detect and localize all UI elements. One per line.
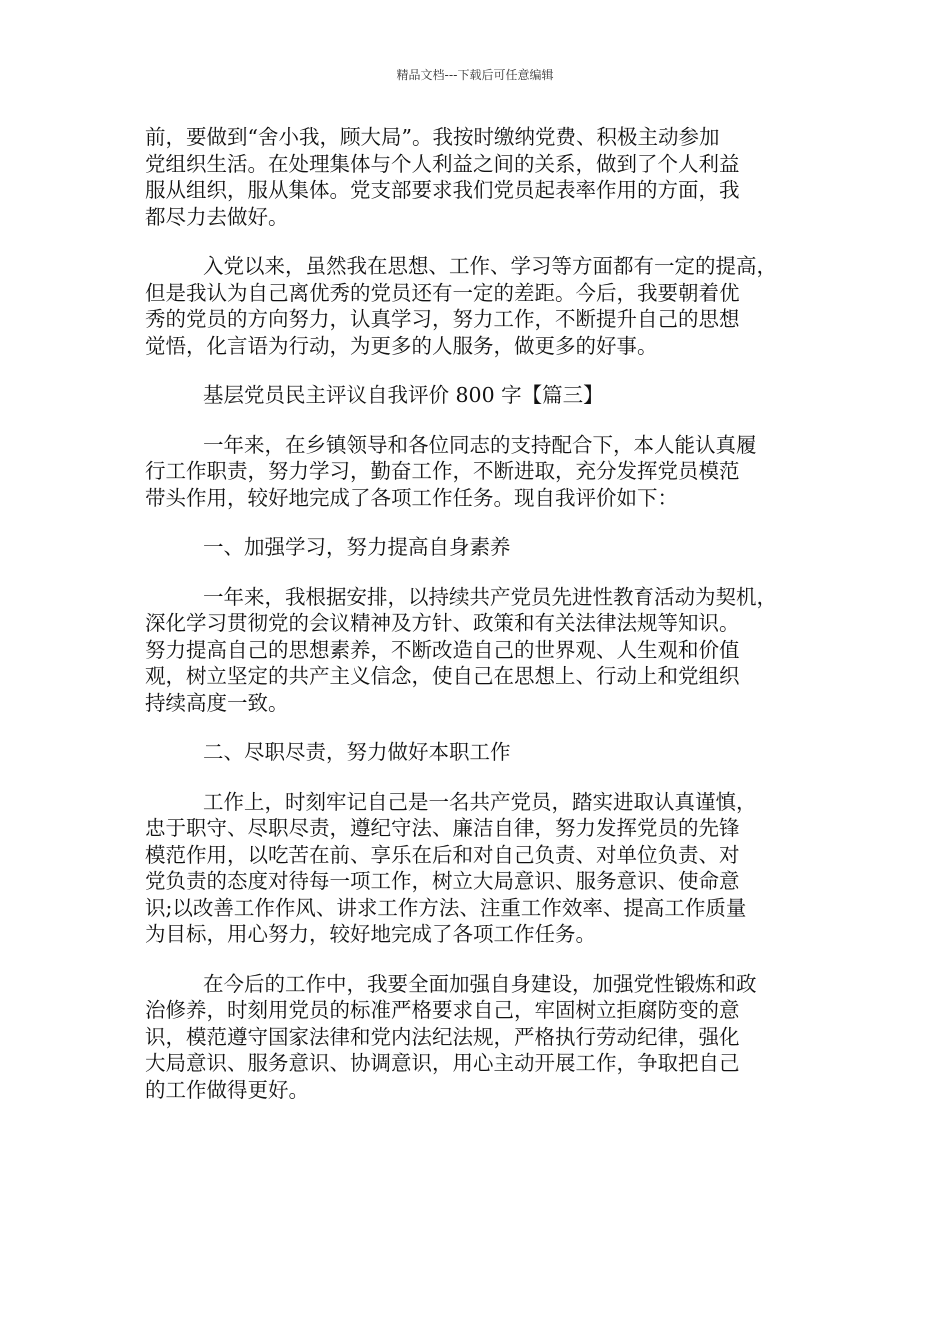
text-line: 为目标，用心努力，较好地完成了各项工作任务。 [145,922,596,946]
text-line: 都尽力去做好。 [145,204,289,229]
paragraph [145,432,810,512]
paragraph [145,789,810,948]
text-line: 的工作做得更好。 [145,1077,309,1102]
text-line: 持续高度一致。 [145,690,289,715]
text-line: 服从组织，服从集体。党支部要求我们党员起表率作用的方面，我 [145,178,740,202]
text-line: 大局意识、服务意识、协调意识，用心主动开展工作，争取把自己 [145,1051,740,1075]
page-header: 精品文档---下载后可任意编辑 [396,68,554,82]
paragraph [145,253,810,359]
text-line: 基层党员民主评议自我评价 800 字【篇三】 [203,383,604,407]
section-title [145,382,810,409]
text-line: 治修养，时刻用党员的标准严格要求自己，牢固树立拒腐防变的意 [145,998,740,1022]
text-line: 忠于职守、尽职尽责，遵纪守法、廉洁自律，努力发挥党员的先锋 [145,816,740,840]
text-line: 党组织生活。在处理集体与个人利益之间的关系，做到了个人利益 [145,151,740,176]
text-line: 觉悟，化言语为行动，为更多的人服务，做更多的好事。 [145,333,658,358]
text-line: 带头作用，较好地完成了各项工作任务。现自我评价如下： [145,485,678,510]
text-line: 观，树立坚定的共产主义信念，使自己在思想上、行动上和党组织 [145,664,740,688]
text-line: 识，模范遵守国家法律和党内法纪法规，严格执行劳动纪律，强化 [145,1024,740,1049]
subheading [145,739,810,766]
text-line: 行工作职责，努力学习，勤奋工作，不断进取，充分发挥党员模范 [145,459,740,483]
text-line: 模范作用，以吃苦在前、享乐在后和对自己负责、对单位负责、对 [145,842,740,867]
document-body [145,124,810,1103]
text-line: 一年来，我根据安排，以持续共产党员先进性教育活动为契机， [203,584,777,609]
paragraph [145,584,810,717]
text-line: 工作上，时刻牢记自己是一名共产党员，踏实进取认真谨慎， [203,789,757,814]
subheading [145,534,810,561]
text-line: 二、尽职尽责，努力做好本职工作 [203,740,511,764]
paragraph [145,971,810,1104]
text-line: 前，要做到“舍小我，顾大局”。我按时缴纳党费、积极主动参加 [145,125,720,149]
paragraph [145,124,810,230]
text-line: 深化学习贯彻党的会议精神及方针、政策和有关法律法规等知识。 [145,611,740,635]
text-line: 努力提高自己的思想素养，不断改造自己的世界观、人生观和价值 [145,637,740,662]
text-line: 一年来，在乡镇领导和各位同志的支持配合下，本人能认真履 [203,432,757,457]
text-line: 党负责的态度对待每一项工作，树立大局意识、服务意识、使命意 [145,869,740,893]
text-line: 在今后的工作中，我要全面加强自身建设，加强党性锻炼和政 [203,971,757,996]
text-line: 但是我认为自己离优秀的党员还有一定的差距。今后，我要朝着优 [145,280,740,305]
text-line: 一、加强学习，努力提高自身素养 [203,535,511,559]
text-line: 识;以改善工作作风、讲求工作方法、注重工作效率、提高工作质量 [145,895,747,920]
text-line: 秀的党员的方向努力，认真学习，努力工作，不断提升自己的思想 [145,307,740,331]
text-line: 入党以来，虽然我在思想、工作、学习等方面都有一定的提高， [203,254,777,278]
